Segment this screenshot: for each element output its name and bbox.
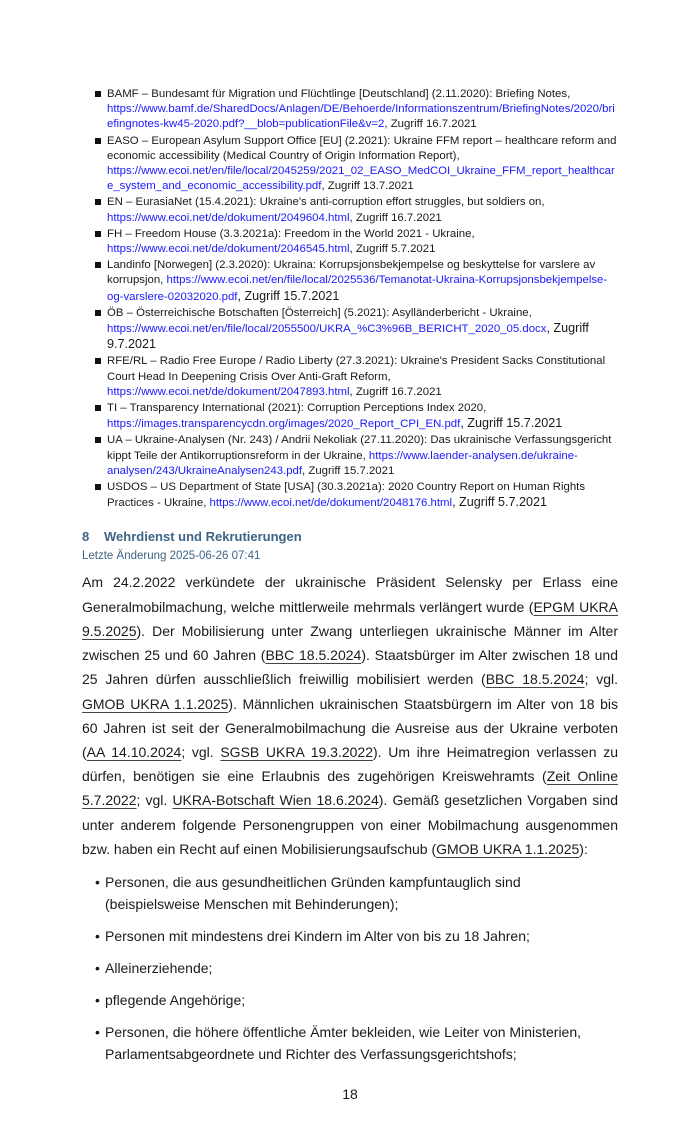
exemption-text: Personen, die aus gesundheitlichen Gründen kampfuntauglich sind (beispielsweise Menschen mit Behinderungen);: [105, 873, 521, 912]
paragraph-text: ). Staatsbürger im Alter zwischen 18 und 25 Jahren dürfen ausschließlich freiwillig mobilisiert werden (: [82, 647, 618, 688]
exemption-item: [95, 989, 618, 1011]
access-date: , Zugriff 13.7.2021: [321, 180, 414, 193]
reference-link[interactable]: https://www.bamf.de/SharedDocs/Anlagen/DE/Behoerde/Informationszentrum/BriefingNotes/2020/briefingnotes-kw45-2020.pdf?__blob=publicationFile&v=2: [107, 103, 615, 131]
reference-link[interactable]: https://www.ecoi.net/de/dokument/2046545.html: [107, 243, 350, 256]
reference-item: [95, 433, 618, 479]
citation-link[interactable]: Zeit Online 5.7.2022: [82, 768, 618, 809]
reference-text: ÖB – Österreichische Botschaften [Österreich] (5.2021): Asylländerbericht - Ukraine,: [107, 306, 532, 319]
square-bullet-icon: [95, 231, 101, 237]
exemption-text: Alleinerziehende;: [105, 959, 213, 976]
paragraph-text: ; vgl.: [584, 671, 618, 688]
square-bullet-icon: [95, 91, 101, 97]
access-date: , Zugriff 16.7.2021: [384, 118, 477, 131]
exemption-item: [95, 925, 618, 947]
reference-list: [95, 87, 618, 512]
reference-text: USDOS – US Department of State [USA] (30.3.2021a): 2020 Country Report on Human Rights Practices - Ukraine,: [107, 481, 586, 510]
reference-link[interactable]: https://images.transparencycdn.org/images/2020_Report_CPI_EN.pdf: [107, 418, 461, 431]
citation-link[interactable]: EPGM UKRA 9.5.2025: [82, 598, 618, 639]
exemption-item: [95, 871, 618, 915]
reference-text: Landinfo [Norwegen] (2.3.2020): Ukraina: Korrupsjonsbekjempelse og beskyttelse for varslere av korrupsjon,: [107, 259, 596, 287]
square-bullet-icon: [95, 138, 101, 144]
citation-link[interactable]: AA 14.10.2024: [86, 743, 182, 760]
access-date: , Zugriff 15.7.2021: [302, 464, 395, 477]
exemption-text: Personen, die höhere öffentliche Ämter bekleiden, wie Leiter von Ministerien, Parlamentsabgeordnete und Richter des Verfassungsgerichtshofs;: [105, 1023, 582, 1062]
citation-link[interactable]: UKRA-Botschaft Wien 18.6.2024: [172, 792, 379, 809]
access-date: , Zugriff 9.7.2021: [107, 321, 589, 352]
square-bullet-icon: [95, 484, 101, 490]
bullet-icon: •: [95, 927, 100, 944]
reference-link[interactable]: https://www.ecoi.net/de/dokument/2048176.html: [209, 497, 453, 510]
square-bullet-icon: [95, 262, 101, 268]
citation-link[interactable]: SGSB UKRA 19.3.2022: [220, 743, 373, 760]
square-bullet-icon: [95, 358, 101, 364]
reference-link[interactable]: https://www.ecoi.net/de/dokument/2049604.html: [107, 211, 350, 224]
exemption-item: [95, 1021, 618, 1065]
paragraph-text: ; vgl.: [181, 743, 221, 760]
square-bullet-icon: [95, 437, 101, 443]
access-date: , Zugriff 5.7.2021: [452, 495, 548, 510]
page-number: 18: [342, 1085, 358, 1102]
access-date: , Zugriff 15.7.2021: [237, 288, 340, 303]
citation-link[interactable]: GMOB UKRA 1.1.2025: [82, 695, 229, 712]
exemption-list: [95, 871, 618, 1075]
reference-link[interactable]: https://www.ecoi.net/en/file/local/2025536/Temanotat-Ukraina-Korrupsjonsbekjempelse-og-varslere-02032020.pdf: [107, 274, 608, 303]
reference-link[interactable]: https://www.ecoi.net/de/dokument/2047893.html: [107, 385, 350, 398]
last-changed: Letzte Änderung 2025-06-26 07:41: [82, 550, 261, 563]
reference-item: [95, 480, 618, 511]
reference-item: [95, 401, 618, 432]
exemption-item: [95, 957, 618, 979]
paragraph-text: ). Um ihre Heimatregion verlassen zu dürfen, benötigen sie eine Erlaubnis des zugehörigen Kreiswehramts (: [82, 743, 618, 785]
reference-text: TI – Transparency International (2021): Corruption Perceptions Index 2020,: [107, 402, 487, 415]
reference-item: [95, 306, 618, 354]
paragraph-text: ). Gemäß gesetzlichen Vorgaben sind unter anderem folgende Personengruppen von einer Mobilmachung ausgenommen bzw. haben ein Recht auf einen Mobilisierungsaufschub (: [82, 792, 618, 857]
citation-link[interactable]: BBC 18.5.2024: [485, 671, 585, 688]
exemption-text: pflegende Angehörige;: [105, 991, 246, 1008]
square-bullet-icon: [95, 405, 101, 411]
section-heading: [82, 528, 618, 545]
reference-item: [95, 227, 618, 257]
reference-item: [95, 195, 618, 225]
paragraph-text: ; vgl.: [136, 792, 173, 809]
citation-link[interactable]: GMOB UKRA 1.1.2025: [436, 840, 580, 857]
reference-text: RFE/RL – Radio Free Europe / Radio Liberty (27.3.2021): Ukraine's President Sacks Constitutional Court Head In Deepening Crisis Over Anti-Graft Reform,: [107, 355, 606, 383]
bullet-icon: •: [95, 991, 100, 1008]
section-number: 8: [82, 529, 90, 545]
reference-link[interactable]: https://www.laender-analysen.de/ukraine-analysen/243/UkraineAnalysen243.pdf: [107, 449, 578, 477]
reference-item: [95, 87, 618, 133]
section-title: Wehrdienst und Rekrutierungen: [104, 529, 302, 545]
bullet-icon: •: [95, 959, 100, 976]
citation-link[interactable]: BBC 18.5.2024: [265, 647, 362, 664]
access-date: , Zugriff 16.7.2021: [349, 211, 442, 224]
exemption-text: Personen mit mindestens drei Kindern im Alter von bis zu 18 Jahren;: [105, 927, 530, 944]
square-bullet-icon: [95, 199, 101, 205]
reference-text: EASO – European Asylum Support Office [EU] (2.2021): Ukraine FFM report – healthcare reform and economic accessibility (Medical Country of Origin Information Report),: [107, 134, 617, 162]
paragraph-text: ). Männlichen ukrainischen Staatsbürgern im Alter von 18 bis 60 Jahren ist seit der Generalmobilmachung die Ausreise aus der Ukraine verboten (: [82, 695, 618, 760]
body-paragraph: [82, 570, 618, 860]
bullet-icon: •: [95, 873, 100, 890]
reference-link[interactable]: https://www.ecoi.net/en/file/local/2045259/2021_02_EASO_MedCOI_Ukraine_FFM_report_healthcare_system_and_economic_accessibility.pdf: [107, 165, 615, 193]
reference-item: [95, 134, 618, 195]
reference-item: [95, 258, 618, 305]
reference-link[interactable]: https://www.ecoi.net/en/file/local/2055500/UKRA_%C3%96B_BERICHT_2020_05.docx: [107, 323, 547, 336]
bullet-icon: •: [95, 1023, 100, 1040]
paragraph-text: Am 24.2.2022 verkündete der ukrainische Präsident Selensky per Erlass eine Generalmobilmachung, welche mittlerweile mehrmals verlängert wurde (: [82, 574, 618, 615]
paragraph-text: ):: [579, 840, 588, 857]
reference-text: UA – Ukraine-Analysen (Nr. 243) / Andrii Nekoliak (27.11.2020): Das ukrainische Verfassungsgericht kippt Teile der Antikorruptionsreform in der Ukraine,: [107, 434, 612, 462]
access-date: , Zugriff 5.7.2021: [349, 243, 436, 256]
reference-text: EN – EurasiaNet (15.4.2021): Ukraine's anti-corruption effort struggles, but soldiers on,: [107, 196, 545, 209]
access-date: , Zugriff 15.7.2021: [460, 416, 563, 431]
reference-text: BAMF – Bundesamt für Migration und Flüchtlinge [Deutschland] (2.11.2020): Briefing Notes,: [107, 88, 571, 100]
reference-item: [95, 354, 618, 400]
square-bullet-icon: [95, 310, 101, 316]
access-date: , Zugriff 16.7.2021: [349, 385, 442, 398]
paragraph-text: ). Der Mobilisierung unter Zwang unterliegen ukrainische Männer im Alter zwischen 25 und 60 Jahren (: [82, 622, 618, 664]
reference-text: FH – Freedom House (3.3.2021a): Freedom in the World 2021 - Ukraine,: [107, 227, 475, 240]
